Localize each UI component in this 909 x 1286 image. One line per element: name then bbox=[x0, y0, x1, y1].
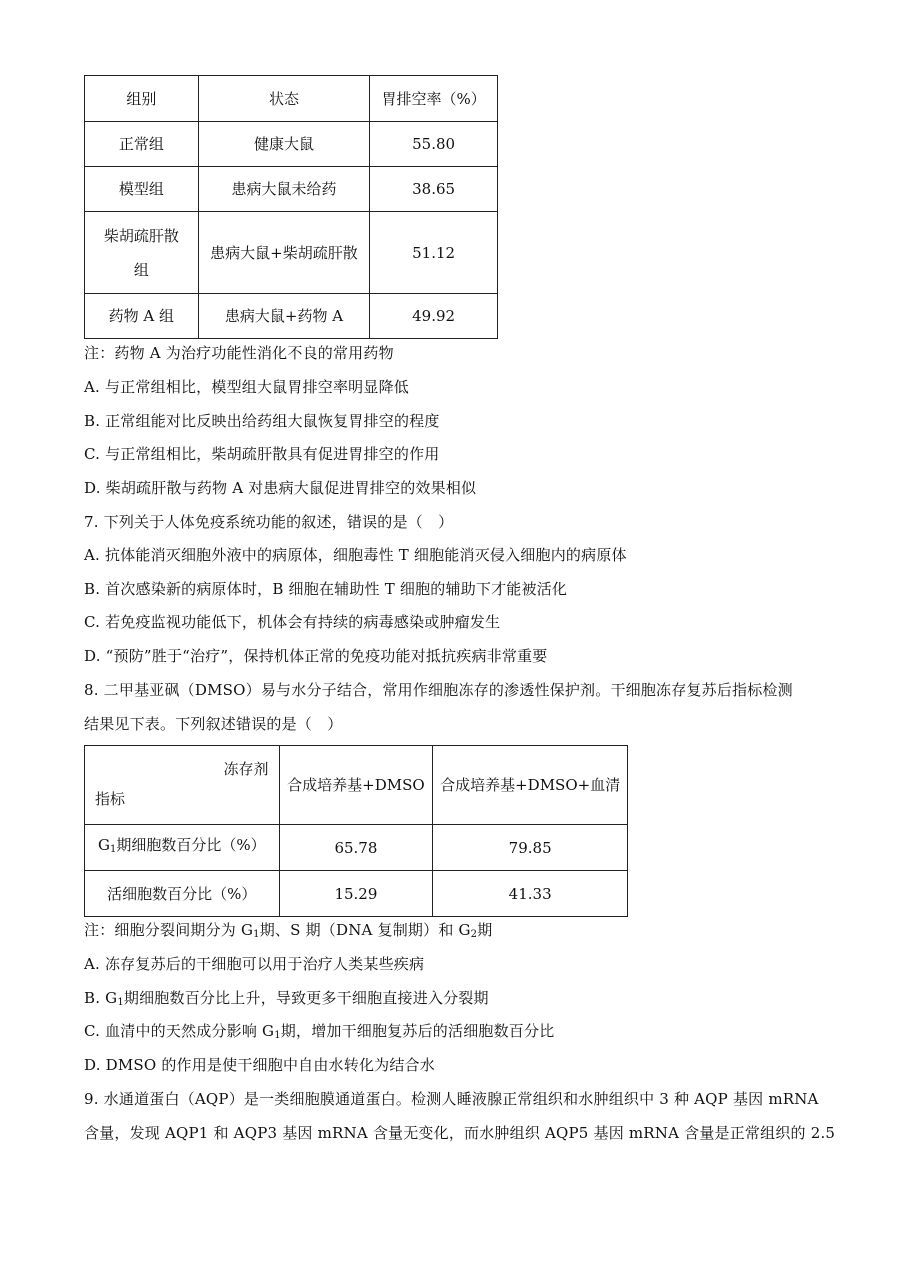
table-row bbox=[85, 871, 628, 917]
question-stem: 8. 二甲基亚砜（DMSO）易与水分子结合，常用作细胞冻存的渗透性保护剂。干细胞冻存复苏后指标检测 bbox=[84, 681, 793, 699]
option-a: A. 抗体能消灭细胞外液中的病原体，细胞毒性 T 细胞能消灭侵入细胞内的病原体 bbox=[84, 546, 627, 564]
corner-bottom-label: 指标 bbox=[95, 790, 126, 808]
option-d: D. DMSO 的作用是使干细胞中自由水转化为结合水 bbox=[84, 1056, 435, 1074]
cell-line: 柴胡疏肝散 bbox=[103, 226, 179, 245]
table-cell bbox=[85, 825, 280, 871]
table-cell: 49.92 bbox=[370, 294, 498, 339]
option-c: C. 若免疫监视功能低下，机体会有持续的病毒感染或肿瘤发生 bbox=[84, 613, 501, 631]
table-gastric-emptying bbox=[84, 75, 498, 339]
table-cell: 55.80 bbox=[370, 122, 498, 167]
table-row bbox=[85, 825, 628, 871]
table-row bbox=[85, 122, 498, 167]
subscript: 1 bbox=[109, 844, 117, 855]
label-part: G bbox=[97, 836, 110, 854]
table-cell: 药物 A 组 bbox=[85, 294, 199, 339]
table-cell: 患病大鼠未给药 bbox=[198, 167, 370, 212]
option-b: B. 首次感染新的病原体时，B 细胞在辅助性 T 细胞的辅助下才能被活化 bbox=[84, 580, 568, 598]
corner-top-label: 冻存剂 bbox=[223, 760, 269, 778]
table-note: 注：细胞分裂间期分为 $G_1$期、S 期（DNA 复制期）和 $G_2$期 bbox=[84, 921, 493, 940]
table-cell: 正常组 bbox=[85, 122, 199, 167]
table-cell bbox=[85, 212, 199, 294]
table-header: 组别 bbox=[85, 76, 199, 122]
table-row bbox=[85, 746, 628, 825]
option-a: A. 与正常组相比，模型组大鼠胃排空率明显降低 bbox=[84, 378, 409, 396]
table-cell: 模型组 bbox=[85, 167, 199, 212]
table-cell: 健康大鼠 bbox=[198, 122, 370, 167]
table-row bbox=[85, 294, 498, 339]
table-cell: 活细胞数百分比（%） bbox=[85, 871, 280, 917]
table-cell: 79.85 bbox=[433, 825, 628, 871]
option-b: B. $G_1$期细胞数百分比上升，导致更多干细胞直接进入分裂期 bbox=[84, 989, 489, 1008]
table-cell: 38.65 bbox=[370, 167, 498, 212]
table-note: 注：药物 A 为治疗功能性消化不良的常用药物 bbox=[84, 344, 394, 362]
option-a: A. 冻存复苏后的干细胞可以用于治疗人类某些疾病 bbox=[84, 955, 425, 973]
option-c: C. 血清中的天然成分影响 $G_1$期，增加干细胞复苏后的活细胞数百分比 bbox=[84, 1022, 555, 1041]
question-stem: 7. 下列关于人体免疫系统功能的叙述，错误的是（ ） bbox=[84, 513, 454, 531]
table-cell: 65.78 bbox=[279, 825, 433, 871]
table-row bbox=[85, 167, 498, 212]
table-cell: 51.12 bbox=[370, 212, 498, 294]
table-cell: 15.29 bbox=[279, 871, 433, 917]
table-cell: 患病大鼠+柴胡疏肝散 bbox=[198, 212, 370, 294]
label-part: 期细胞数百分比（%） bbox=[116, 836, 266, 854]
table-row bbox=[85, 212, 498, 294]
table-header: 胃排空率（%） bbox=[370, 76, 498, 122]
option-d: D. “预防”胜于“治疗”，保持机体正常的免疫功能对抵抗疾病非常重要 bbox=[84, 647, 548, 665]
table-header: 合成培养基+DMSO+血清 bbox=[433, 746, 628, 825]
table-corner-cell bbox=[85, 746, 280, 825]
question-stem: 含量，发现 AQP1 和 AQP3 基因 mRNA 含量无变化，而水肿组织 AQP5 基因 mRNA 含量是正常组织的 2.5 bbox=[84, 1124, 836, 1142]
table-header: 状态 bbox=[198, 76, 370, 122]
table-cryopreservation bbox=[84, 745, 628, 917]
cell-line: 组 bbox=[133, 260, 149, 279]
table-cell: 41.33 bbox=[433, 871, 628, 917]
table-header: 合成培养基+DMSO bbox=[279, 746, 433, 825]
question-stem: 9. 水通道蛋白（AQP）是一类细胞膜通道蛋白。检测人睡液腺正常组织和水肿组织中 3 种 AQP 基因 mRNA bbox=[84, 1090, 819, 1108]
question-stem: 结果见下表。下列叙述错误的是（ ） bbox=[84, 715, 343, 733]
option-d: D. 柴胡疏肝散与药物 A 对患病大鼠促进胃排空的效果相似 bbox=[84, 479, 477, 497]
table-cell: 患病大鼠+药物 A bbox=[198, 294, 370, 339]
option-b: B. 正常组能对比反映出给药组大鼠恢复胃排空的程度 bbox=[84, 412, 440, 430]
option-c: C. 与正常组相比，柴胡疏肝散具有促进胃排空的作用 bbox=[84, 445, 440, 463]
